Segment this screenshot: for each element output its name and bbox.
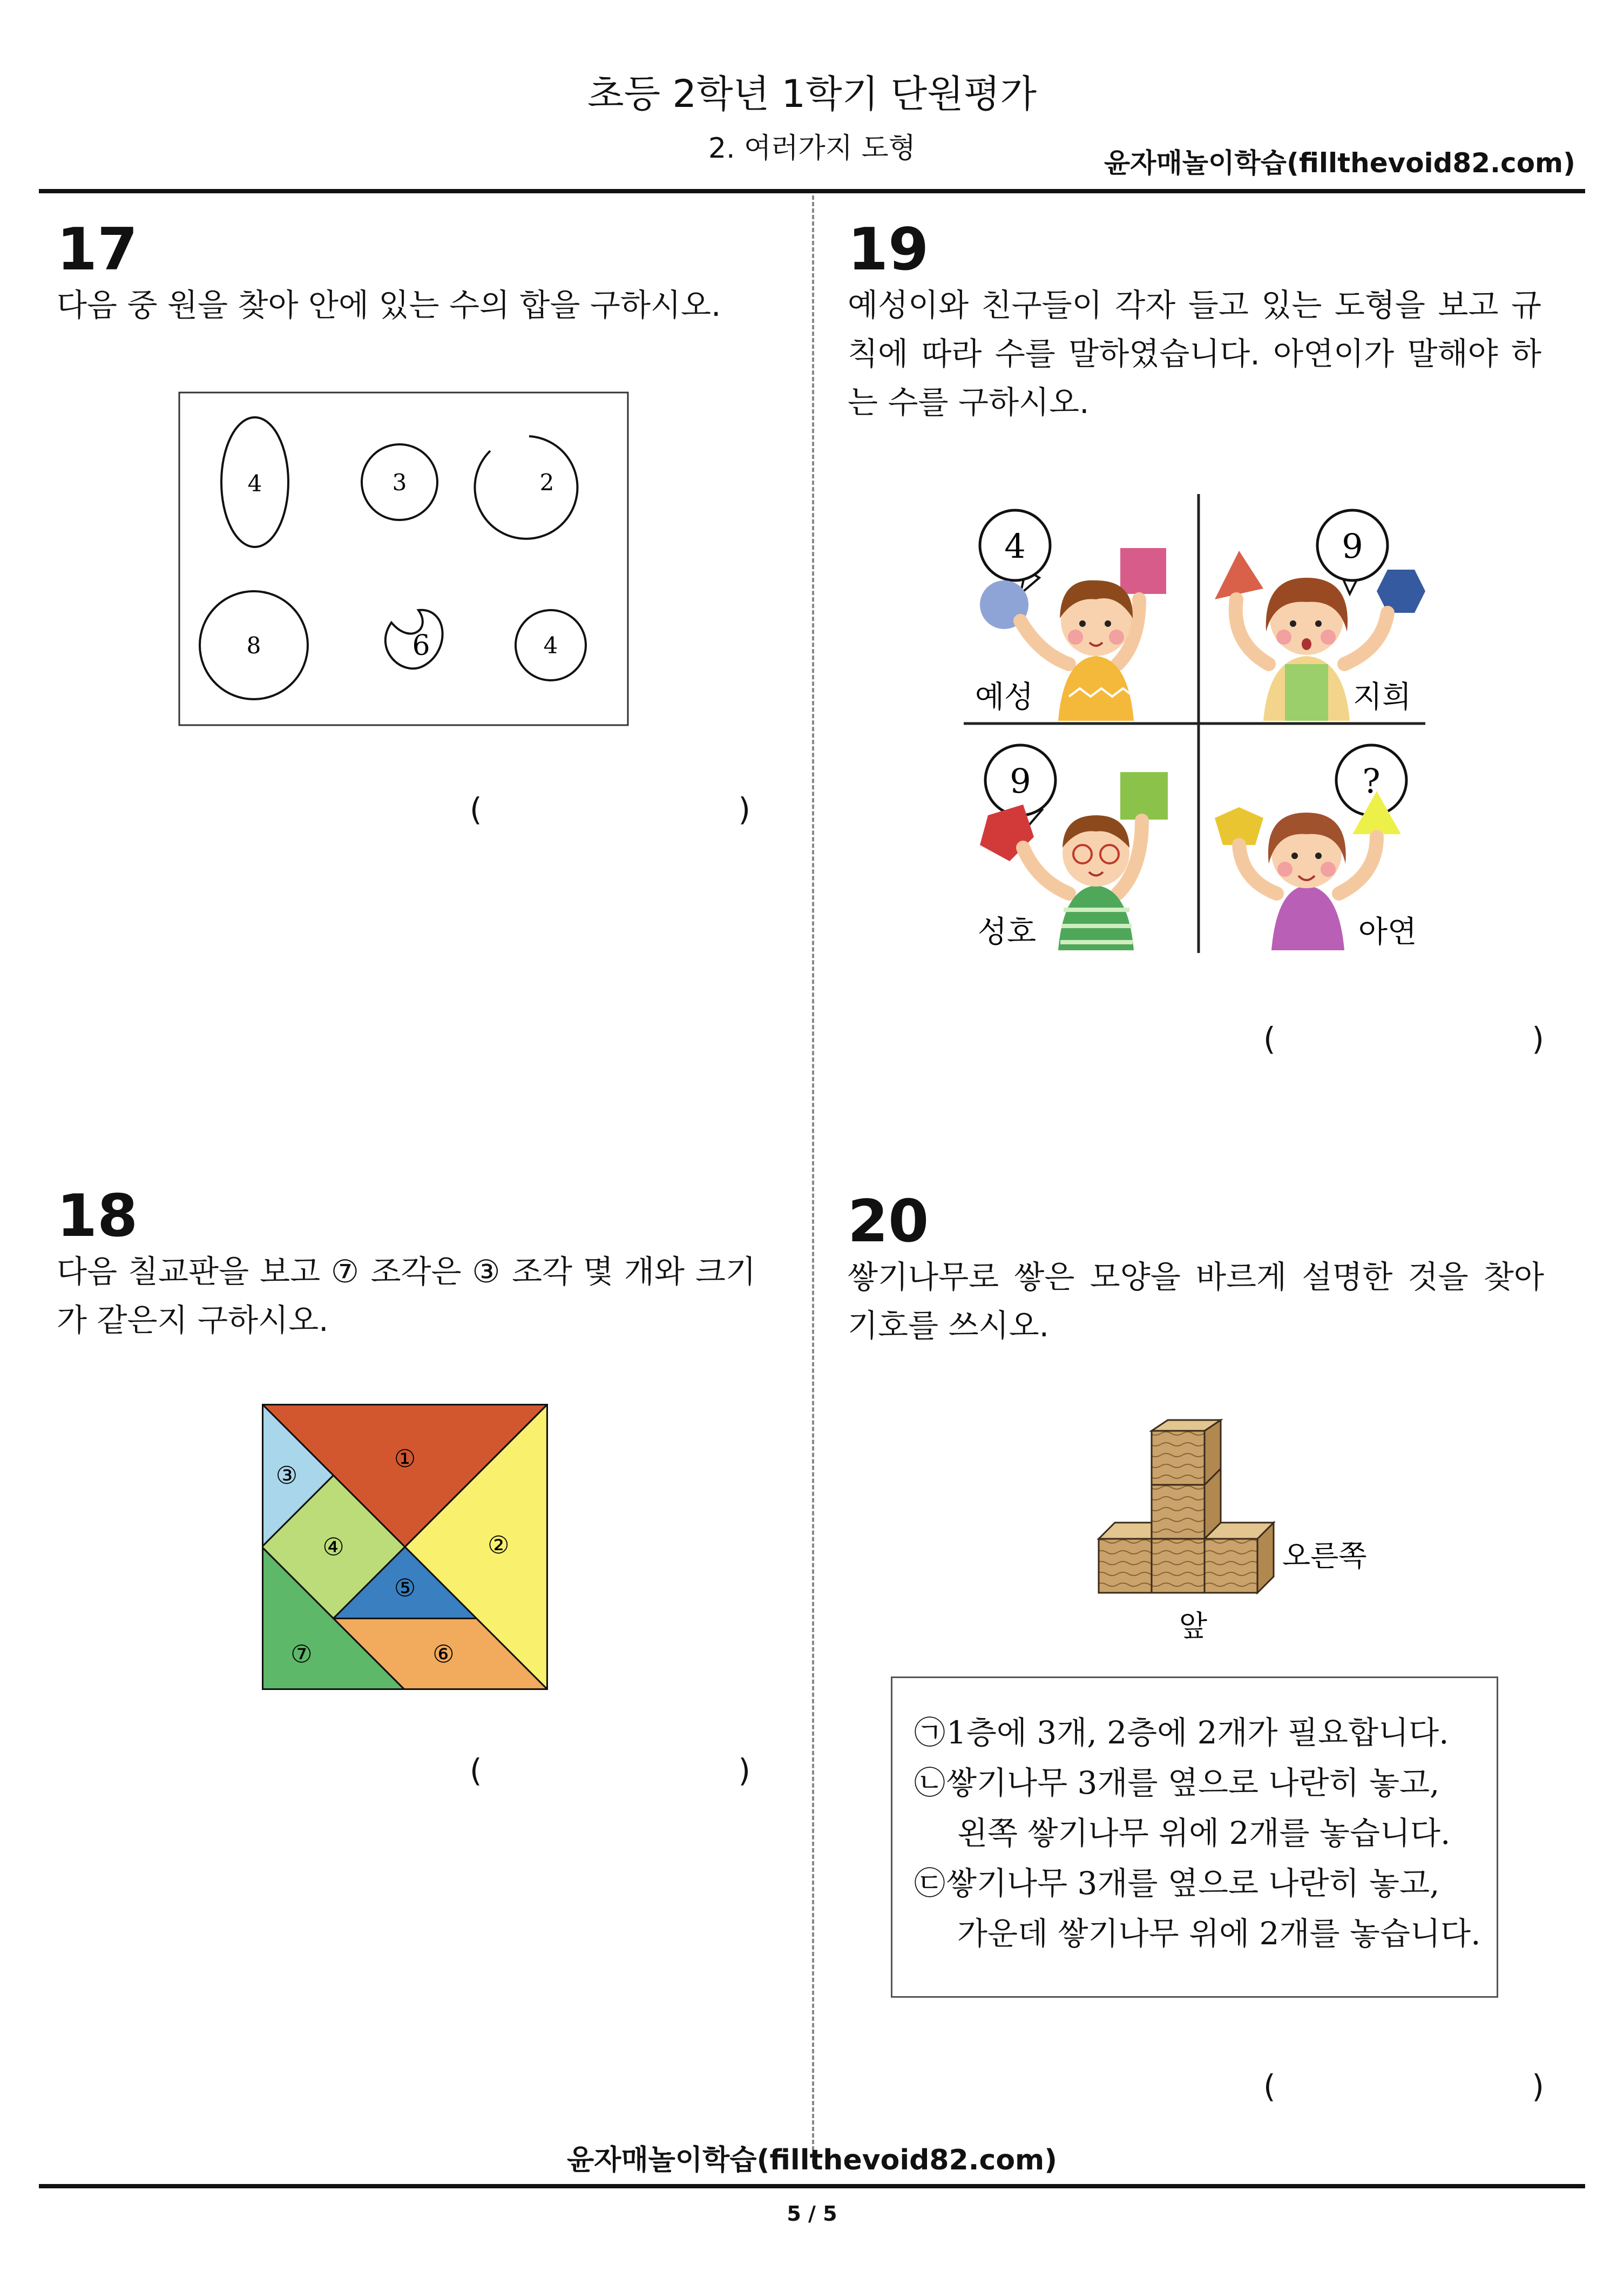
- q17-number: 17: [57, 216, 138, 283]
- answer-open-paren: (: [1263, 2068, 1276, 2105]
- unit-subtitle: 2. 여러가지 도형: [708, 132, 916, 165]
- q17-text: 다음 중 원을 찾아 안에 있는 수의 합을 구하시오.: [57, 287, 721, 323]
- q18-answer-box[interactable]: [470, 1752, 750, 1795]
- tangram-label: ⑤: [394, 1573, 416, 1603]
- label-right: 오른쪽: [1282, 1539, 1367, 1573]
- worksheet-title: 초등 2학년 1학기 단원평가: [587, 72, 1037, 116]
- choice-mark: ㉠: [914, 1714, 946, 1751]
- held-triangle-shape: [1215, 551, 1263, 599]
- header-brand: 윤자매놀이학습(fillthevoid82.com): [1104, 147, 1575, 179]
- q17-shape-label: 2: [539, 469, 554, 496]
- choice-b[interactable]: [914, 1758, 1497, 1808]
- kid-name: 아연: [1358, 915, 1417, 950]
- q18-tangram-figure: [262, 1404, 548, 1690]
- kid-name: 예성: [975, 680, 1034, 715]
- kid-name: 성호: [977, 915, 1037, 950]
- column-divider: [812, 195, 814, 2163]
- choice-c[interactable]: [914, 1858, 1497, 1909]
- q20-answer-box[interactable]: [1263, 2068, 1544, 2111]
- answer-open-paren: (: [470, 791, 482, 828]
- kid-jihee: [1215, 510, 1425, 721]
- label-front: 앞: [1179, 1609, 1208, 1643]
- kid-sungho: [978, 745, 1168, 950]
- choice-text: 쌓기나무 3개를 옆으로 나란히 놓고,: [946, 1764, 1440, 1801]
- held-square-shape: [1120, 772, 1168, 820]
- q17-shape-open-arc: [475, 436, 578, 539]
- kid-bubble-number: 9: [1342, 526, 1363, 566]
- bottom-rule: [39, 2184, 1585, 2188]
- q17-shape-ellipse: [221, 417, 288, 547]
- q19-kids-figure: [961, 491, 1425, 956]
- kid-bubble-number: 4: [1004, 526, 1026, 566]
- q17-shape-label: 4: [247, 470, 262, 497]
- kid-yeseong: [975, 510, 1166, 721]
- top-rule: [39, 189, 1585, 193]
- q17-shape-label: 4: [543, 632, 558, 659]
- choice-a[interactable]: [914, 1708, 1497, 1758]
- choice-text: 쌓기나무 3개를 옆으로 나란히 놓고,: [946, 1865, 1440, 1902]
- choice-mark: ㉢: [914, 1865, 946, 1902]
- tangram-label: ④: [322, 1532, 344, 1561]
- choice-c-cont: 가운데 쌓기나무 위에 2개를 놓습니다.: [957, 1915, 1481, 1952]
- held-square-shape: [1120, 548, 1166, 594]
- q17-shape-large-circle: [200, 591, 308, 699]
- choice-b-cont: 왼쪽 쌓기나무 위에 2개를 놓습니다.: [957, 1815, 1451, 1851]
- tangram-label: ②: [488, 1531, 510, 1560]
- q17-shape-circle: [362, 444, 437, 520]
- kid-name: 지희: [1352, 680, 1412, 715]
- q17-shape-label: 3: [392, 469, 407, 496]
- kid-ayeon: [1215, 745, 1417, 950]
- q20-number: 20: [848, 1188, 929, 1255]
- answer-open-paren: (: [470, 1752, 482, 1789]
- answer-close-paren: ): [738, 791, 750, 828]
- q20-choices-box: [891, 1676, 1498, 1998]
- kid-bubble-number: 9: [1010, 761, 1031, 801]
- q17-answer-box[interactable]: [470, 791, 750, 834]
- q19-text: 예성이와 친구들이 각자 들고 있는 도형을 보고 규칙에 따라 수를 말하였습니다. 아연이가 말해야 하는 수를 구하시오.: [848, 287, 1541, 421]
- kid-bubble-number: ?: [1362, 761, 1381, 801]
- tangram-label: ①: [394, 1444, 416, 1473]
- q17-shape-label: 6: [412, 630, 430, 662]
- q20-blocks-figure: [1096, 1417, 1442, 1655]
- tangram-label: ③: [275, 1461, 297, 1490]
- q17-shape-small-circle: [516, 610, 586, 680]
- answer-close-paren: ): [738, 1752, 750, 1789]
- q18-text: 다음 칠교판을 보고 ⑦ 조각은 ③ 조각 몇 개와 크기가 같은지 구하시오.: [57, 1253, 756, 1338]
- held-hexagon-shape: [1377, 570, 1425, 613]
- tangram-label: ⑥: [432, 1640, 455, 1669]
- choice-text: 1층에 3개, 2층에 2개가 필요합니다.: [946, 1714, 1449, 1751]
- q20-text: 쌓기나무로 쌓은 모양을 바르게 설명한 것을 찾아 기호를 쓰시오.: [848, 1259, 1544, 1344]
- tangram-label: ⑦: [290, 1640, 313, 1669]
- answer-close-paren: ): [1532, 2068, 1544, 2105]
- q19-number: 19: [848, 216, 929, 283]
- page-number: 5 / 5: [787, 2202, 837, 2226]
- q18-number: 18: [57, 1182, 138, 1250]
- q17-shapes-figure: [178, 391, 629, 726]
- q17-shape-swirl: [385, 610, 443, 668]
- q17-shape-label: 8: [246, 632, 261, 659]
- answer-open-paren: (: [1263, 1020, 1276, 1057]
- q19-answer-box[interactable]: [1263, 1020, 1544, 1064]
- footer-brand: 윤자매놀이학습(fillthevoid82.com): [566, 2144, 1057, 2176]
- choice-mark: ㉡: [914, 1764, 946, 1801]
- answer-close-paren: ): [1532, 1020, 1544, 1057]
